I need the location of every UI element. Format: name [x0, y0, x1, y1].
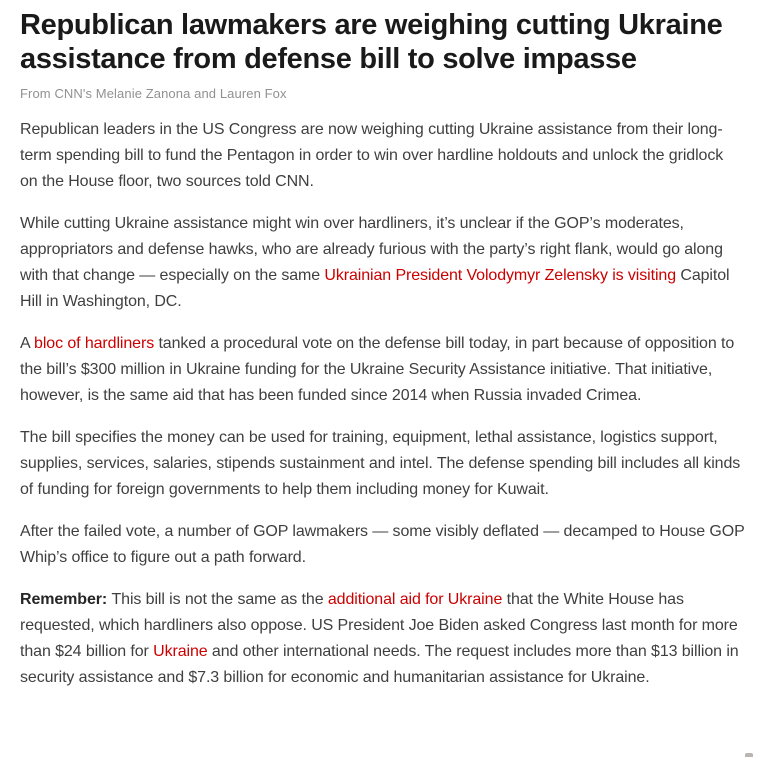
paragraph-text: After the failed vote, a number of GOP lawmakers — some visibly deflated — decamped to House GOP Whip’s office to figure out a path forward.	[20, 523, 745, 566]
article-paragraph	[20, 519, 745, 571]
paragraph-text: A	[20, 335, 35, 352]
inline-link[interactable]: Ukraine	[153, 643, 208, 660]
article-paragraph	[20, 331, 745, 409]
paragraph-text: and other international needs. The request includes more than $13 billion in security assistance and $7.3 billion for economic and humanitarian assistance for Ukraine.	[20, 643, 739, 686]
paragraph-text: Republican leaders in the US Congress are now weighing cutting Ukraine assistance from their long-term spending bill to fund the Pentagon in order to win over hardline holdouts and unlock the gridlock on the House floor, two sources told CNN.	[20, 121, 724, 190]
article-paragraph	[20, 587, 745, 691]
paragraph-text: tanked a procedural vote on the defense bill today, in part because of opposition to the bill’s $300 million in Ukraine funding for the Ukraine Security Assistance initiative. That initiative, however, is the same aid that has been funded since 2014 when Russia invaded Crimea.	[20, 335, 735, 404]
paragraph-text: This bill is not the same as the	[111, 591, 328, 608]
article-body	[20, 117, 745, 691]
article-byline: From CNN's Melanie Zanona and Lauren Fox	[20, 86, 287, 101]
article-paragraph	[20, 425, 745, 503]
paragraph-text: Capitol Hill in Washington, DC.	[20, 267, 730, 310]
inline-link[interactable]: bloc of hardliners	[34, 335, 155, 352]
paragraph-text: The bill specifies the money can be used for training, equipment, lethal assistance, logistics support, supplies, services, salaries, stipends sustainment and intel. The defense spending bill includes all kinds of funding for foreign governments to help them including money for Kuwait.	[20, 429, 741, 498]
inline-link[interactable]: additional aid for Ukraine	[327, 591, 503, 608]
inline-link[interactable]: Ukrainian President Volodymyr Zelensky is visiting	[324, 267, 677, 284]
article-headline: Republican lawmakers are weighing cutting Ukraine assistance from defense bill to solve impasse	[20, 9, 723, 75]
paragraph-text: While cutting Ukraine assistance might win over hardliners, it’s unclear if the GOP’s moderates, appropriators and defense hawks, who are already furious with the party’s right flank, would go along with that change — especially on the same	[20, 215, 723, 284]
bold-lead-in: Remember:	[20, 591, 112, 608]
paragraph-text: that the White House has requested, which hardliners also oppose. US President Joe Biden asked Congress last month for more than $24 billion for	[20, 591, 738, 660]
bottom-edge-artifact	[745, 753, 753, 757]
article-paragraph	[20, 117, 745, 195]
article-paragraph	[20, 211, 745, 315]
